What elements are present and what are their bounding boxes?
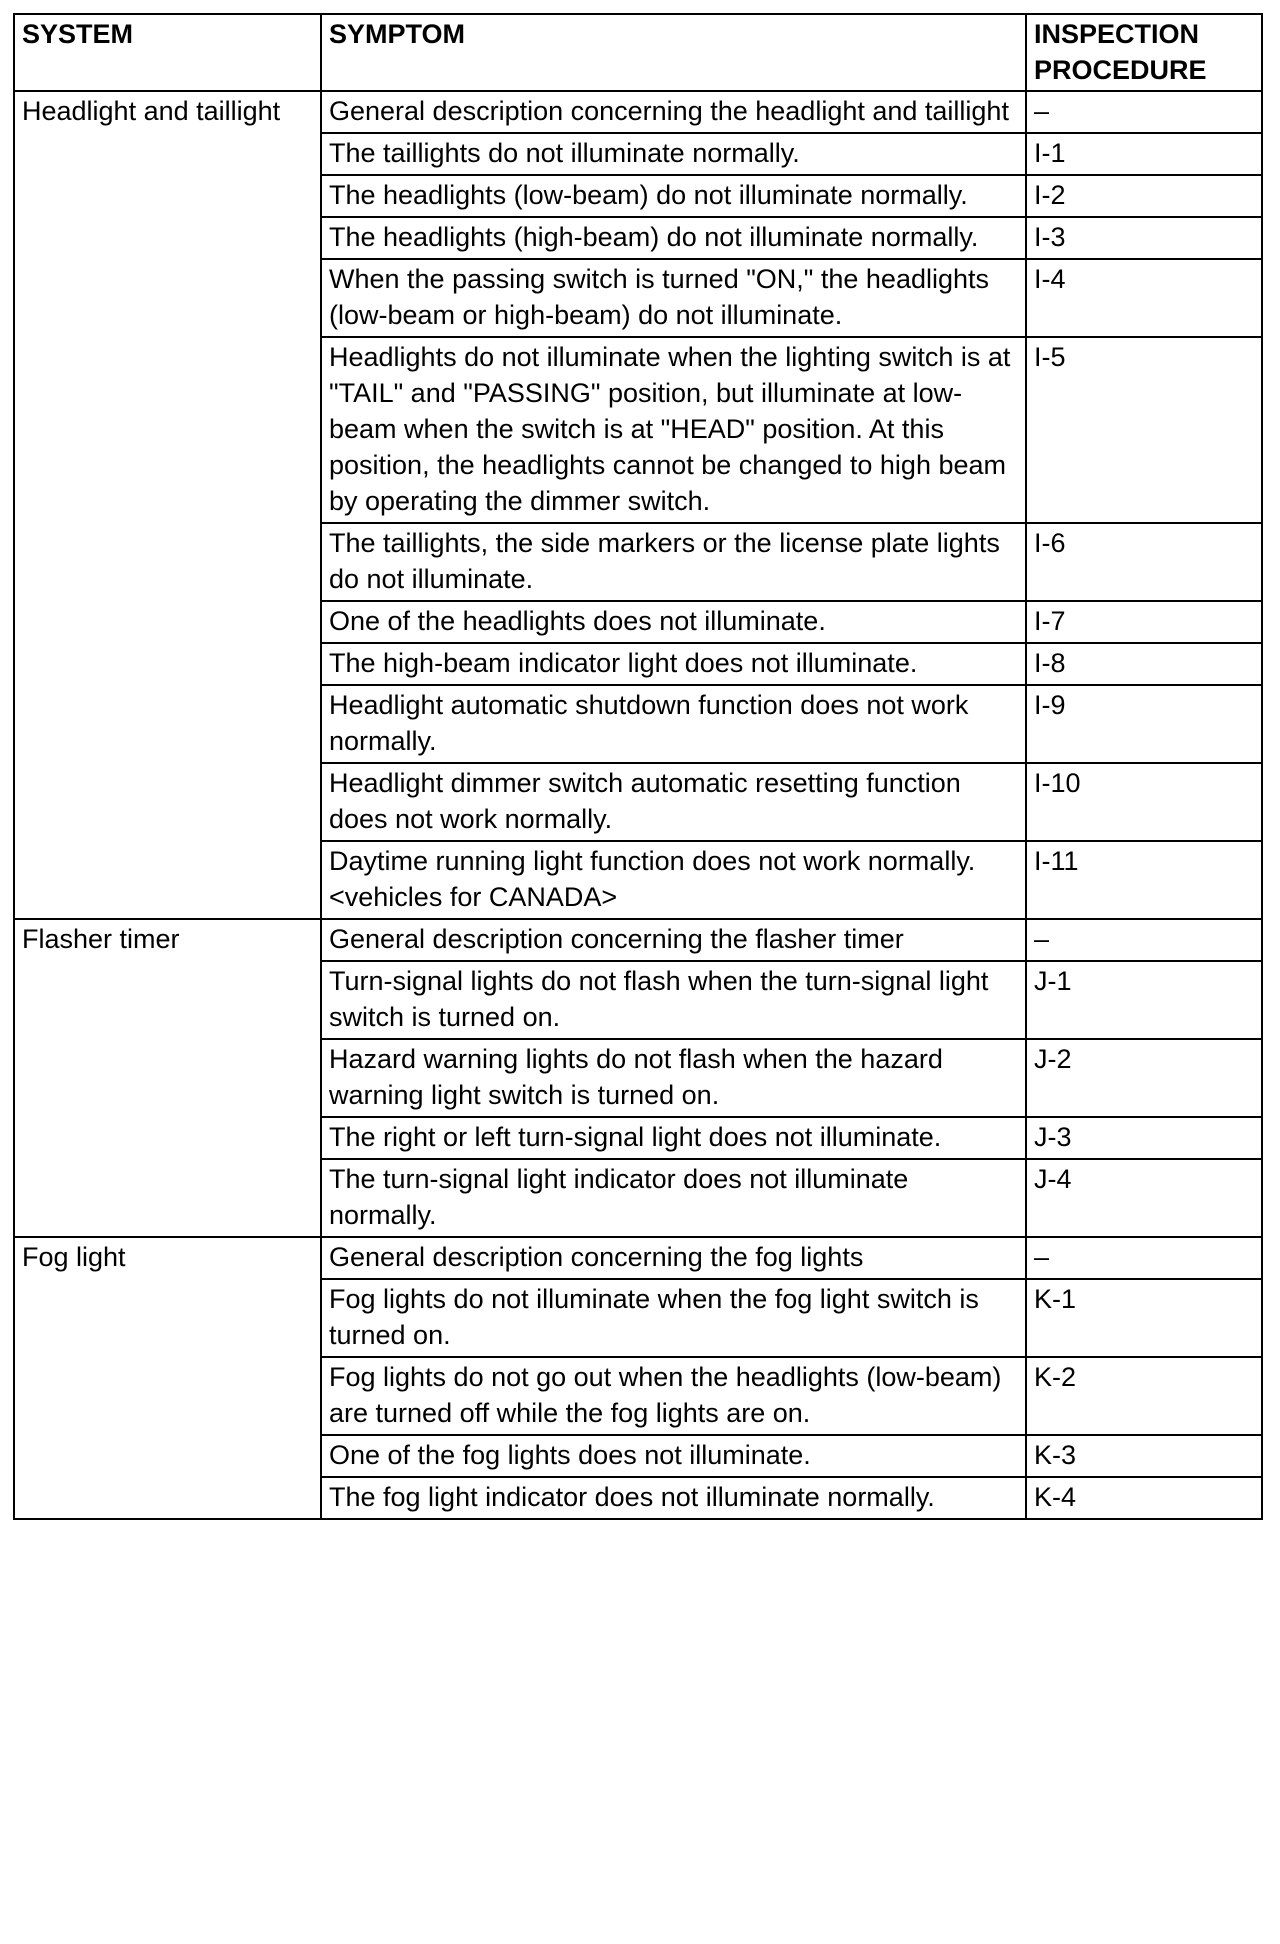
procedure-cell: K-1 <box>1026 1279 1262 1357</box>
inspection-table <box>13 13 1263 1520</box>
header-system: SYSTEM <box>14 14 321 91</box>
procedure-cell: I-4 <box>1026 259 1262 337</box>
symptom-cell: General description concerning the flasher timer <box>321 919 1026 961</box>
procedure-cell: J-3 <box>1026 1117 1262 1159</box>
symptom-cell: The headlights (high-beam) do not illuminate normally. <box>321 217 1026 259</box>
symptom-cell: Headlight dimmer switch automatic resetting function does not work normally. <box>321 763 1026 841</box>
symptom-cell: One of the fog lights does not illuminate. <box>321 1435 1026 1477</box>
procedure-cell: I-8 <box>1026 643 1262 685</box>
symptom-cell: One of the headlights does not illuminate. <box>321 601 1026 643</box>
system-cell: Fog light <box>14 1237 321 1519</box>
symptom-cell: The headlights (low-beam) do not illuminate normally. <box>321 175 1026 217</box>
procedure-cell: – <box>1026 919 1262 961</box>
procedure-cell: I-10 <box>1026 763 1262 841</box>
procedure-cell: I-6 <box>1026 523 1262 601</box>
system-cell: Headlight and taillight <box>14 91 321 919</box>
symptom-cell: Turn-signal lights do not flash when the turn-signal light switch is turned on. <box>321 961 1026 1039</box>
table-row <box>14 919 1262 961</box>
procedure-cell: – <box>1026 1237 1262 1279</box>
symptom-cell: Fog lights do not illuminate when the fog light switch is turned on. <box>321 1279 1026 1357</box>
symptom-cell: Daytime running light function does not work normally. <vehicles for CANADA> <box>321 841 1026 919</box>
procedure-cell: I-1 <box>1026 133 1262 175</box>
procedure-cell: – <box>1026 91 1262 133</box>
symptom-cell: The taillights, the side markers or the license plate lights do not illuminate. <box>321 523 1026 601</box>
symptom-cell: General description concerning the headlight and taillight <box>321 91 1026 133</box>
header-symptom: SYMPTOM <box>321 14 1026 91</box>
symptom-cell: General description concerning the fog lights <box>321 1237 1026 1279</box>
system-cell: Flasher timer <box>14 919 321 1237</box>
table-row <box>14 91 1262 133</box>
symptom-cell: The right or left turn-signal light does not illuminate. <box>321 1117 1026 1159</box>
symptom-cell: Headlights do not illuminate when the lighting switch is at "TAIL" and "PASSING" position, but illuminate at low-beam when the switch is at "HEAD" position. At this position, the headlights cannot be changed to high beam by operating the dimmer switch. <box>321 337 1026 523</box>
symptom-cell: When the passing switch is turned "ON," the headlights (low-beam or high-beam) do not illuminate. <box>321 259 1026 337</box>
procedure-cell: J-2 <box>1026 1039 1262 1117</box>
procedure-cell: K-3 <box>1026 1435 1262 1477</box>
procedure-cell: I-5 <box>1026 337 1262 523</box>
symptom-cell: Headlight automatic shutdown function does not work normally. <box>321 685 1026 763</box>
procedure-cell: I-7 <box>1026 601 1262 643</box>
table-body <box>14 91 1262 1519</box>
procedure-cell: J-4 <box>1026 1159 1262 1237</box>
symptom-cell: The fog light indicator does not illuminate normally. <box>321 1477 1026 1519</box>
procedure-cell: I-2 <box>1026 175 1262 217</box>
table-row <box>14 1237 1262 1279</box>
procedure-cell: K-2 <box>1026 1357 1262 1435</box>
symptom-cell: Fog lights do not go out when the headlights (low-beam) are turned off while the fog lights are on. <box>321 1357 1026 1435</box>
procedure-cell: J-1 <box>1026 961 1262 1039</box>
symptom-cell: The taillights do not illuminate normally. <box>321 133 1026 175</box>
symptom-cell: The high-beam indicator light does not illuminate. <box>321 643 1026 685</box>
symptom-cell: Hazard warning lights do not flash when the hazard warning light switch is turned on. <box>321 1039 1026 1117</box>
procedure-cell: I-11 <box>1026 841 1262 919</box>
procedure-cell: K-4 <box>1026 1477 1262 1519</box>
symptom-cell: The turn-signal light indicator does not illuminate normally. <box>321 1159 1026 1237</box>
procedure-cell: I-9 <box>1026 685 1262 763</box>
procedure-cell: I-3 <box>1026 217 1262 259</box>
header-row <box>14 14 1262 91</box>
header-inspection-procedure: INSPECTION PROCEDURE <box>1026 14 1262 91</box>
